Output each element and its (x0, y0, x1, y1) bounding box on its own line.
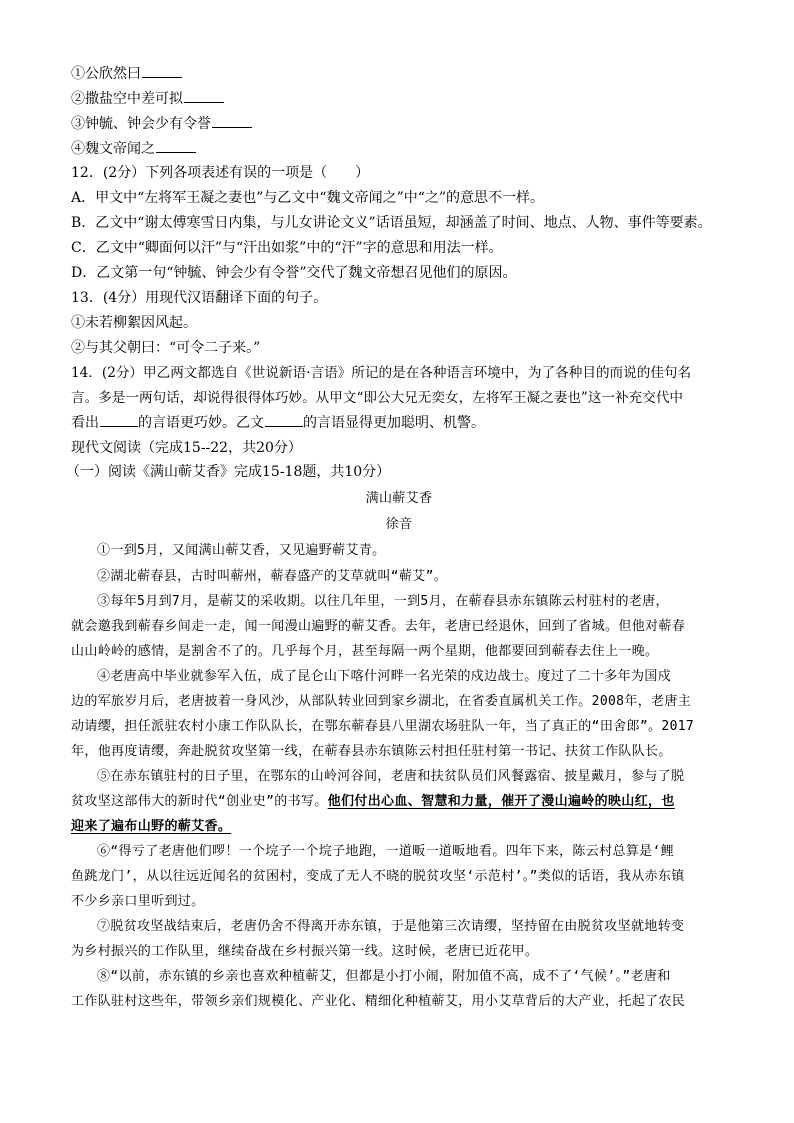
q12-stem: 12．(2分）下列各项表述有误的一项是（ ） (71, 165, 370, 181)
paragraph-line: 贫攻坚这部伟大的新时代“创业史”的书写。他们付出心血、智慧和力量，催开了漫山遍岭的映山红，也 (71, 794, 675, 809)
q14-line-2: 言。多是一两句话，却说得很得体巧妙。从甲文“即公大兄无奕女，左将军王凝之妻也”这一补充交代中 (71, 390, 684, 406)
paragraph-line: ③每年5月到7月，是蕲艾的采收期。以往几年里，一到5月，在蕲春县赤东镇陈云村驻村的老唐， (97, 594, 669, 609)
fill-item-2: ②撒盐空中差可拟 (71, 87, 731, 111)
paragraph-line: ⑧“以前，赤东镇的乡亲也喜欢种植蕲艾，但都是小打小闹，附加值不高，成不了‘气候’。”老唐和 (97, 969, 671, 984)
q12-option-d: D．乙文第一句“钟毓、钟会少有令誉”交代了魏文帝想召见他们的原因。 (71, 265, 517, 281)
article-author: 徐音 (385, 517, 413, 532)
answer-blank[interactable] (100, 411, 138, 427)
paragraph-line: 年，他再度请缨，奔赴脱贫攻坚第一线，在蕲春县赤东镇陈云村担任驻村第一书记、扶贫工作队队长。 (71, 744, 672, 759)
paragraph-line: ①一到5月，又闻满山蕲艾香，又见遍野蕲艾青。 (97, 543, 386, 558)
fill-item-3: ③钟毓、钟会少有令誉 (71, 112, 731, 136)
paragraph-line: 不少乡亲口里听到过。 (71, 894, 205, 909)
q12-option-c: C．乙文中“卿面何以汗”与“汗出如浆”中的“汗”字的意思和用法一样。 (71, 240, 503, 256)
answer-blank[interactable] (184, 87, 224, 103)
q13-item-1: ①未若柳絮因风起。 (71, 315, 197, 331)
paragraph-line: ⑤在赤东镇驻村的日子里，在鄂东的山岭河谷间，老唐和扶贫队员们风餐露宿、披星戴月，参与了脱 (97, 769, 685, 784)
underlined-sentence: 他们付出心血、智慧和力量，催开了漫山遍岭的映山红，也 (327, 794, 675, 809)
paragraph-line: 边的军旅岁月后，老唐披着一身风沙，从部队转业回到家乡湖北，在省委直属机关工作。2008年，老唐主 (71, 694, 692, 709)
paragraph-line: 鱼跳龙门’，从以往远近闻名的贫困村，变成了无人不晓的脱贫攻坚‘示范村’。”类似的话语，我从赤东镇 (71, 869, 685, 884)
article-title: 满山蕲艾香 (365, 491, 433, 506)
paragraph-line: 工作队驻村这些年，带领乡亲们规模化、产业化、精细化种植蕲艾，用小艾草背后的大产业，托起了农民 (71, 994, 686, 1009)
answer-blank[interactable] (265, 411, 303, 427)
fill-item-1: ①公欣然曰 (71, 62, 731, 86)
q14-line-1: 14．(2分）甲乙两文都选自《世说新语·言语》所记的是在各种语言环境中，为了各种目的而说的佳句名 (71, 365, 692, 381)
section-title: 现代文阅读（完成15--22，共20分） (71, 440, 302, 456)
q12-option-b: B．乙文中“谢太傅寒雪日内集，与儿女讲论文义”话语虽短，却涵盖了时间、地点、人物、事件等要素。 (71, 215, 712, 231)
section-subtitle: （一）阅读《满山蕲艾香》完成15-18题，共10分） (66, 464, 391, 480)
paragraph-line: ②湖北蕲春县，古时叫蕲州，蕲春盛产的艾草就叫“蕲艾”。 (97, 569, 448, 584)
paragraph-line: 为乡村振兴的工作队里，继续奋战在乡村振兴第一线。这时候，老唐已近花甲。 (71, 944, 539, 959)
answer-blank[interactable] (142, 62, 182, 78)
paragraph-line: 山山岭岭的感情，是割舍不了的。几乎每个月，甚至每隔一两个星期，他都要回到蕲春去住上一晚。 (71, 644, 659, 659)
fill-item-4: ④魏文帝闻之 (71, 137, 731, 161)
q12-option-a: A．甲文中“左将军王凝之妻也”与乙文中“魏文帝闻之”中“之”的意思不一样。 (71, 190, 545, 206)
paragraph-line: 动请缨，担任派驻农村小康工作队队长，在鄂东蕲春县八里湖农场驻队一年，当了真正的“田舍郎”。2017 (71, 719, 695, 734)
answer-blank[interactable] (212, 112, 252, 128)
paragraph-line: 就会邀我到蕲春乡间走一走，闻一闻漫山遍野的蕲艾香。去年，老唐已经退休，回到了省城。但他对蕲春 (71, 619, 686, 634)
paragraph-line: ④老唐高中毕业就参军入伍，成了昆仑山下喀什河畔一名光荣的戍边战士。度过了二十多年为国戍 (97, 669, 672, 684)
answer-blank[interactable] (156, 137, 196, 153)
underlined-sentence: 迎来了遍布山野的蕲艾香。 (71, 819, 232, 834)
paragraph-line: ⑥“得亏了老唐他们啰！一个垸子一个垸子地跑，一道畈一道畈地看。四年下来，陈云村总算是‘鲤 (97, 844, 675, 859)
q14-line-3: 看出 的言语更巧妙。乙文 的言语显得更加聪明、机警。 (71, 411, 731, 435)
q13-stem: 13．(4分）用现代汉语翻译下面的句子。 (71, 290, 328, 306)
paragraph-line: ⑦脱贫攻坚战结束后，老唐仍舍不得离开赤东镇，于是他第三次请缨，坚持留在由脱贫攻坚就地转变 (97, 919, 685, 934)
q13-item-2: ②与其父朝曰：“可令二子来。” (71, 340, 261, 356)
